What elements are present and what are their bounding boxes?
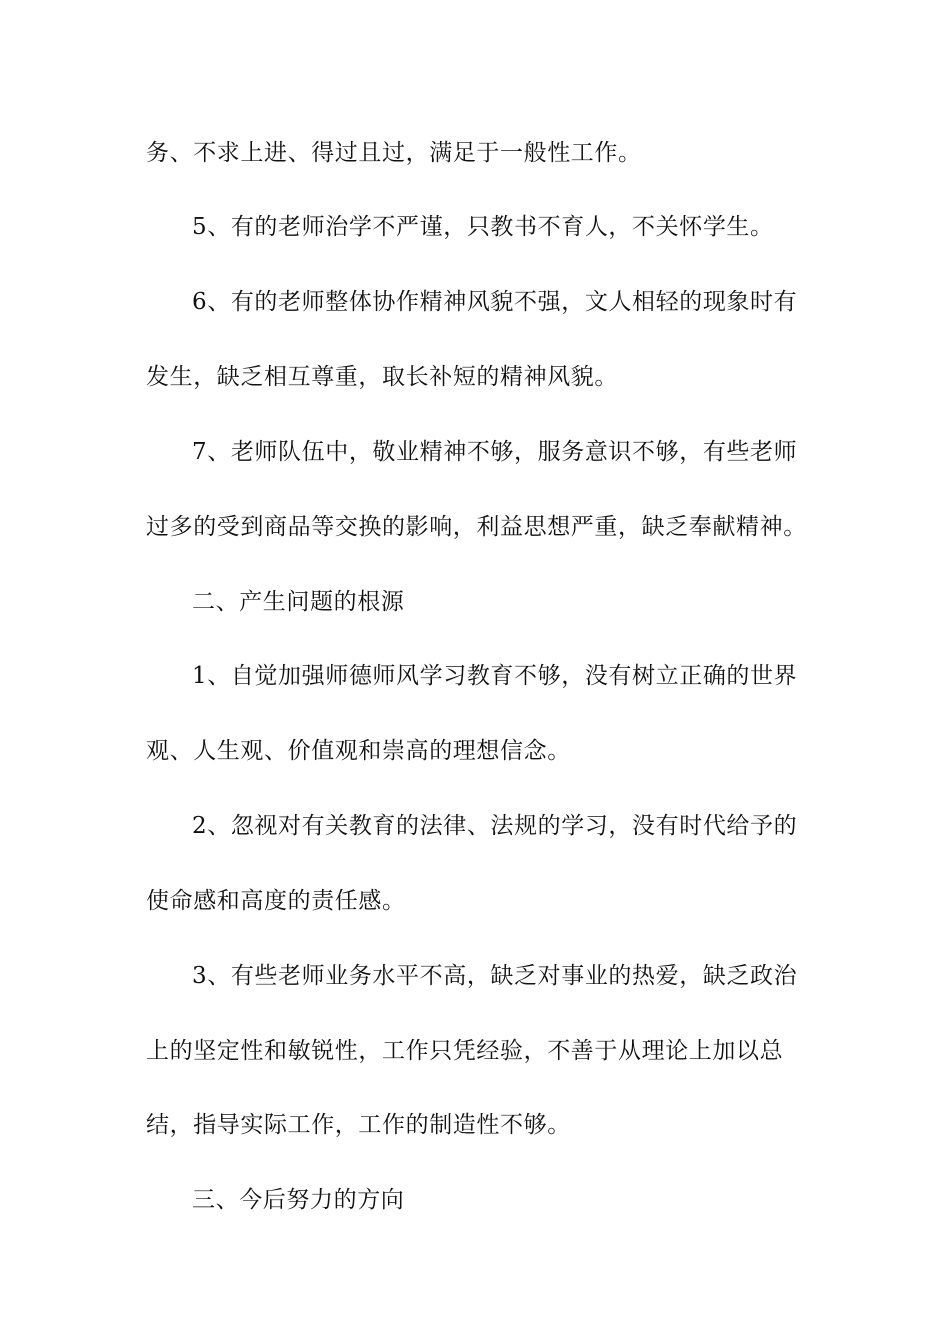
paragraph-line: 6、有的老师整体协作精神风貌不强，文人相轻的现象时有 <box>192 289 798 315</box>
paragraph-line: 上的坚定性和敏锐性，工作只凭经验，不善于从理论上加以总 <box>146 1038 784 1064</box>
paragraph-line: 发生，缺乏相互尊重，取长补短的精神风貌。 <box>146 364 618 390</box>
section-heading: 二、产生问题的根源 <box>192 589 405 615</box>
paragraph-line: 过多的受到商品等交换的影响，利益思想严重，缺乏奉献精神。 <box>146 514 807 540</box>
paragraph-line: 观、人生观、价值观和崇高的理想信念。 <box>146 738 571 764</box>
paragraph-line: 3、有些老师业务水平不高，缺乏对事业的热爱，缺乏政治 <box>192 963 798 989</box>
paragraph-line: 务、不求上进、得过且过，满足于一般性工作。 <box>146 140 642 166</box>
paragraph-line: 使命感和高度的责任感。 <box>146 888 406 914</box>
section-heading: 三、今后努力的方向 <box>192 1187 405 1213</box>
paragraph-line: 2、忽视对有关教育的法律、法规的学习，没有时代给予的 <box>192 813 798 839</box>
paragraph-line: 5、有的老师治学不严谨，只教书不育人，不关怀学生。 <box>192 214 774 240</box>
paragraph-line: 7、老师队伍中，敬业精神不够，服务意识不够，有些老师 <box>192 439 798 465</box>
paragraph-line: 1、自觉加强师德师风学习教育不够，没有树立正确的世界 <box>192 663 798 689</box>
paragraph-line: 结，指导实际工作，工作的制造性不够。 <box>146 1112 571 1138</box>
